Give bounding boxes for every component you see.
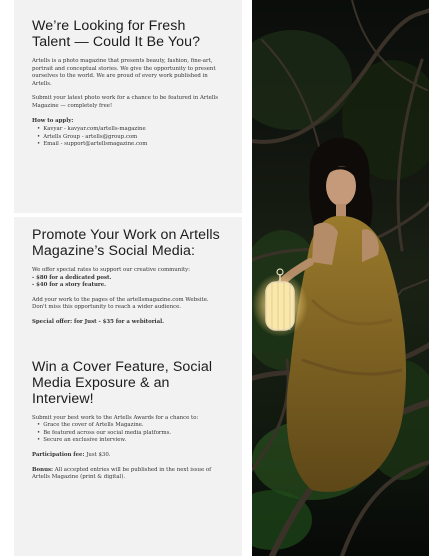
awards-item-interview: • Secure an exclusive interview. [37, 437, 224, 445]
promote-intro: We offer special rates to support our creative community: [32, 267, 190, 273]
apply-item-group: • Artells Group - artells@group.com [37, 134, 224, 142]
talent-section [14, 0, 242, 213]
bonus [32, 467, 224, 482]
promote-awards-section [14, 217, 242, 556]
how-to-apply-label: How to apply: [32, 117, 74, 124]
photo-illustration [252, 0, 429, 556]
promote-website: Add your work to the pages of the artellsmagazine.com Website. Don't miss this opportunity to reach a wider audience. [32, 296, 209, 311]
awards-intro: Submit your best work to the Artells Awards for a chance to: [32, 414, 199, 421]
rate-story: - $40 for a story feature. [32, 282, 107, 289]
participation-fee [32, 452, 224, 460]
forest-portrait-photo [252, 0, 429, 556]
bonus-text: All accepted entries will be published in the next issue of Artells Magazine (print & digital). [32, 466, 212, 481]
rate-post: - $80 for a dedicated post. [32, 274, 112, 281]
talent-intro: Artells is a photo magazine that presents beauty, fashion, fine-art, portrait and conceptual stories. We give the opportunity to present ourselves to the world. We are proud of every work published in Artells. [32, 58, 216, 87]
awards-section [32, 359, 224, 482]
fee-label: Participation fee: [32, 451, 85, 458]
awards-list [32, 422, 224, 445]
fee-value: Just $30. [84, 451, 111, 458]
apply-list [32, 126, 224, 149]
apply-item-email: • Email - support@artellsmagazine.com [37, 141, 224, 149]
promote-title: Promote Your Work on Artells Magazine’s Social Media: [32, 227, 220, 259]
talent-submit: Submit your latest photo work for a chance to be featured in Artells Magazine — completely free! [32, 95, 218, 109]
talent-title: We’re Looking for Fresh Talent — Could It Be You? [32, 18, 201, 50]
bonus-label: Bonus: [32, 466, 54, 473]
awards-item-cover: • Grace the cover of Artells Magazine. [37, 422, 224, 430]
special-offer: Special offer: for Just - $35 for a webitorial. [32, 318, 165, 325]
awards-title: Win a Cover Feature, Social Media Exposure & an Interview! [32, 358, 213, 407]
awards-item-social: • Be featured across our social media platforms. [37, 430, 224, 438]
apply-item-kavyar: • Kavyar - kavyar.com/artells-magazine [37, 126, 224, 134]
